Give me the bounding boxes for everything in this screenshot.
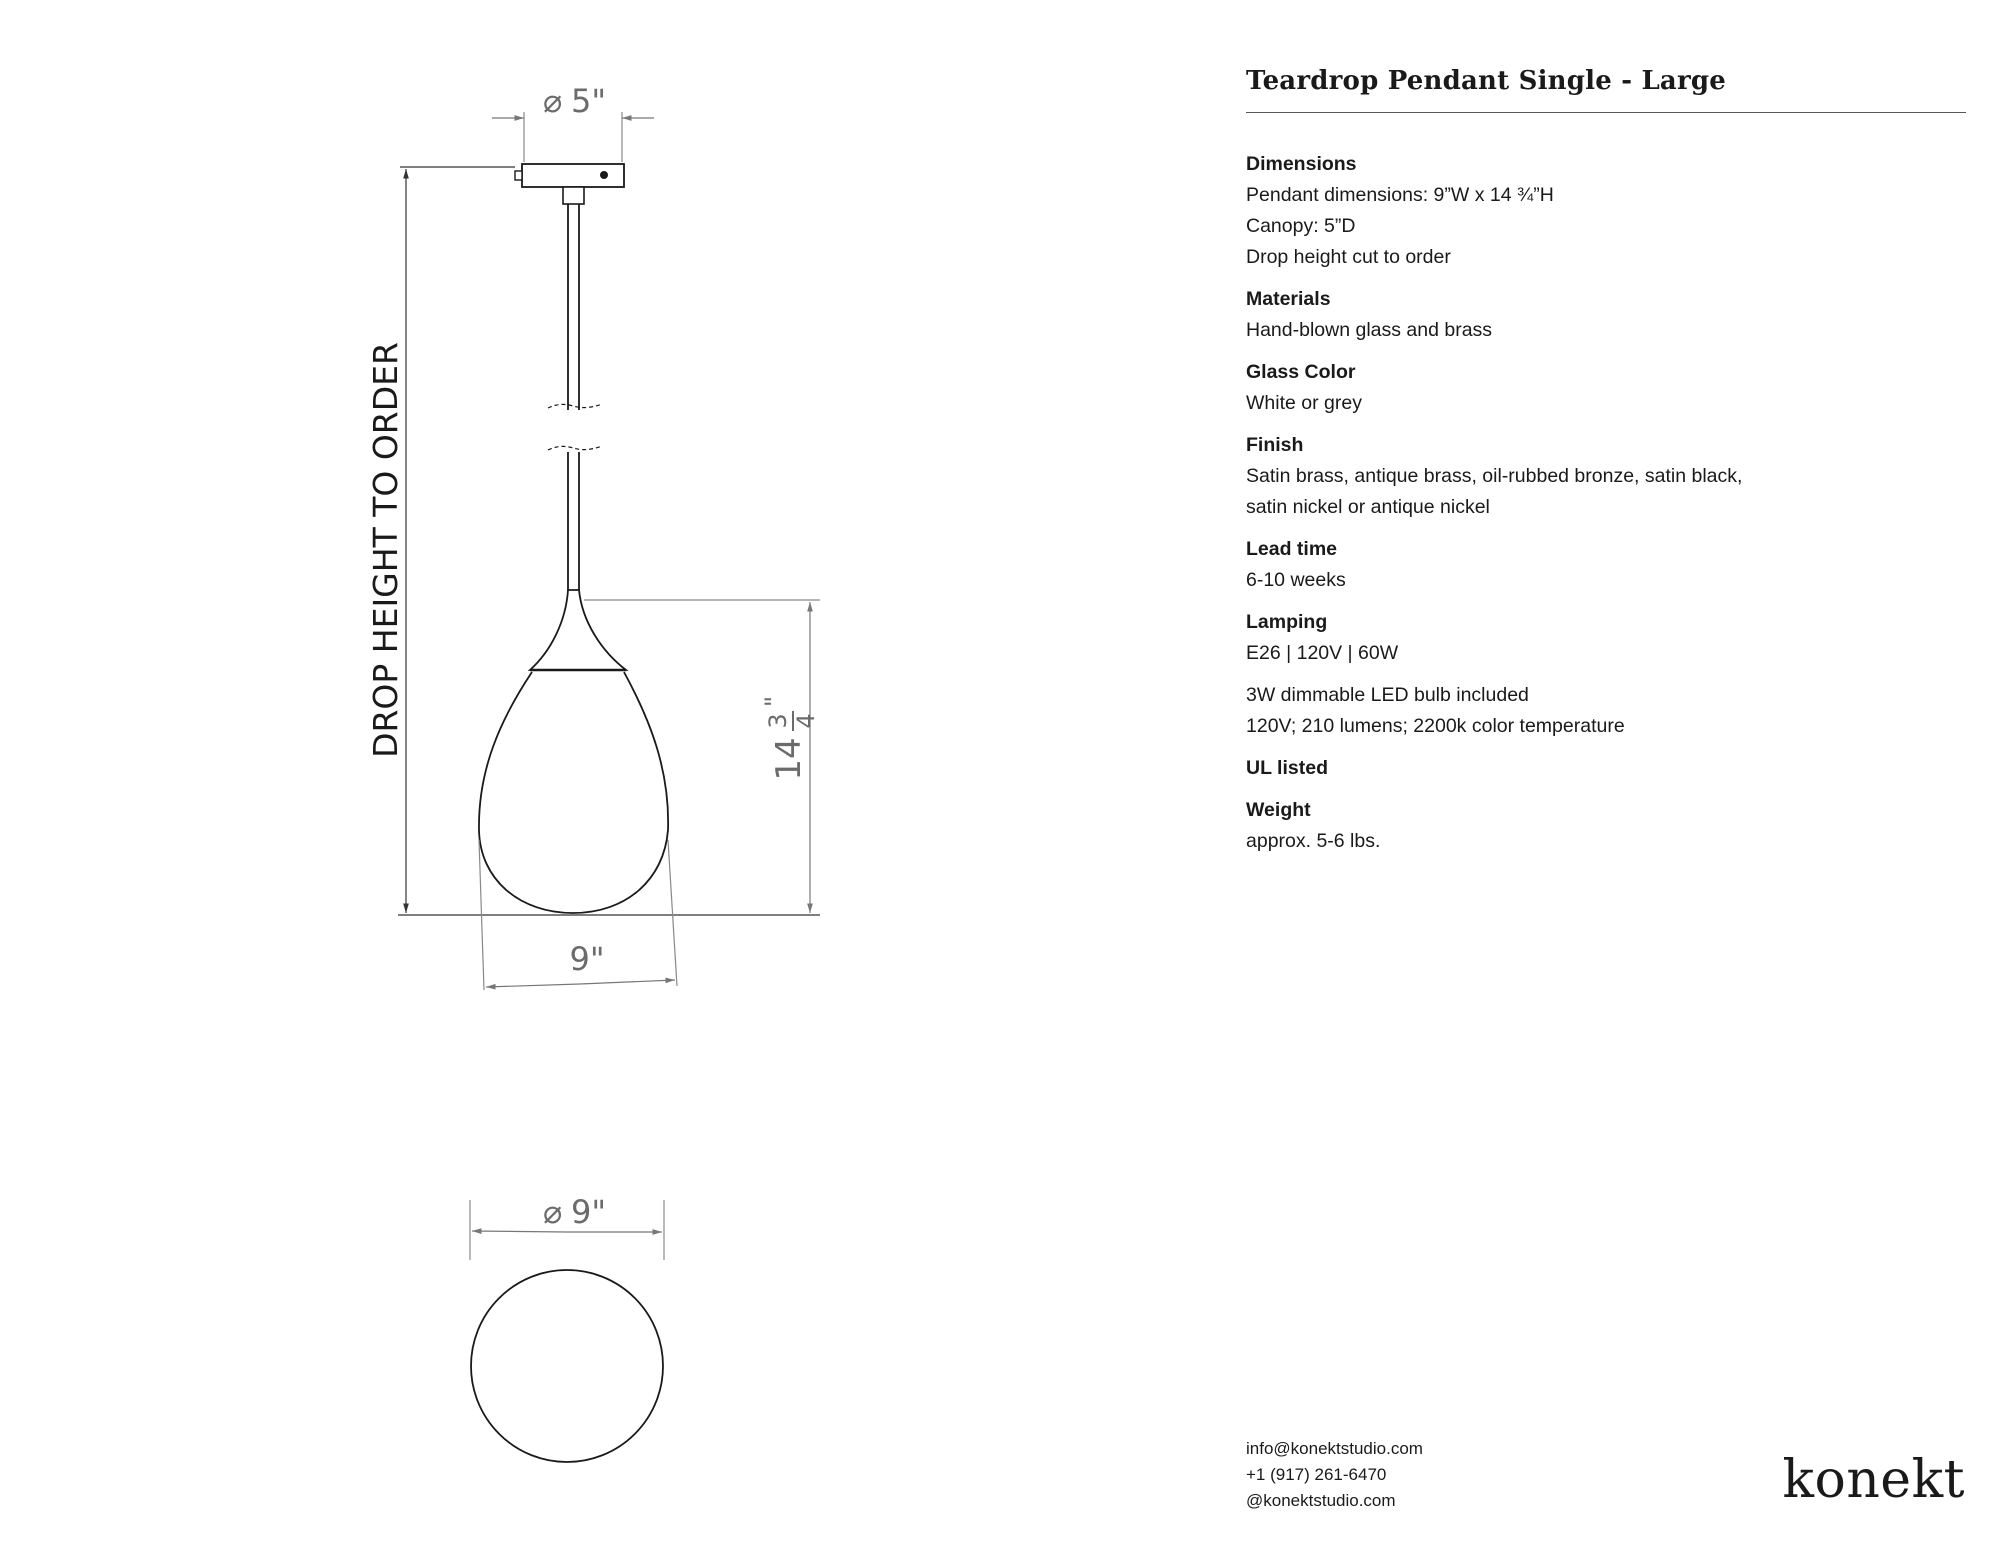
spec-line: approx. 5-6 lbs. <box>1246 830 1381 852</box>
height-unit: " <box>760 695 788 707</box>
spec-heading: Lamping <box>1246 611 1328 633</box>
spec-section <box>1246 357 1966 419</box>
spec-section <box>1246 149 1966 273</box>
spec-section <box>1246 284 1966 346</box>
spec-heading: Glass Color <box>1246 361 1356 383</box>
plan-circle <box>471 1270 663 1462</box>
drop-height-label: DROP HEIGHT TO ORDER <box>366 342 405 758</box>
spec-heading: Materials <box>1246 288 1331 310</box>
spec-line: 120V; 210 lumens; 2200k color temperature <box>1246 715 1625 737</box>
spec-section <box>1246 680 1966 742</box>
technical-drawing <box>0 0 1000 1554</box>
spec-heading: Dimensions <box>1246 153 1357 175</box>
spec-line: 6-10 weeks <box>1246 569 1346 591</box>
contact-phone[interactable]: +1 (917) 261-6470 <box>1246 1465 1387 1484</box>
spec-line: Satin brass, antique brass, oil-rubbed bronze, satin black, <box>1246 465 1743 487</box>
plan-diameter-label: 9" <box>571 1193 607 1231</box>
plan-diameter-symbol: ⌀ <box>543 1193 563 1231</box>
spec-line: satin nickel or antique nickel <box>1246 496 1490 518</box>
canopy-diameter-symbol: ⌀ <box>543 82 563 120</box>
spec-heading: UL listed <box>1246 757 1328 779</box>
canopy <box>515 164 624 204</box>
contact-email[interactable]: info@konektstudio.com <box>1246 1439 1423 1458</box>
spec-line: White or grey <box>1246 392 1362 414</box>
brand-logo: konekt <box>1782 1450 1965 1510</box>
spec-heading: Lead time <box>1246 538 1338 560</box>
spec-section <box>1246 795 1966 857</box>
contact-info <box>1246 1436 1423 1514</box>
product-title: Teardrop Pendant Single - Large <box>1246 66 1966 113</box>
spec-section <box>1246 753 1966 784</box>
spec-line: Drop height cut to order <box>1246 246 1451 268</box>
height-denominator: 4 <box>792 713 820 729</box>
height-numerator: 3 <box>764 713 792 729</box>
spec-line: Hand-blown glass and brass <box>1246 319 1493 341</box>
contact-social[interactable]: @konektstudio.com <box>1246 1491 1396 1510</box>
height-whole: 14 <box>769 737 809 781</box>
width-label: 9" <box>569 940 605 978</box>
spec-heading: Weight <box>1246 799 1311 821</box>
spec-heading: Finish <box>1246 434 1304 456</box>
spec-line: E26 | 120V | 60W <box>1246 642 1399 664</box>
spec-sheet <box>1246 66 1966 868</box>
spec-line: Pendant dimensions: 9”W x 14 ¾”H <box>1246 184 1554 206</box>
canopy-dimension <box>492 82 654 162</box>
plan-view <box>470 1193 664 1462</box>
teardrop-globe <box>479 590 668 913</box>
canopy-diameter-label: 5" <box>571 82 607 120</box>
spec-section <box>1246 534 1966 596</box>
spec-line: Canopy: 5”D <box>1246 215 1356 237</box>
stem <box>548 204 602 590</box>
spec-line: 3W dimmable LED bulb included <box>1246 684 1529 706</box>
spec-section <box>1246 430 1966 523</box>
spec-sections <box>1246 149 1966 857</box>
spec-section <box>1246 607 1966 669</box>
